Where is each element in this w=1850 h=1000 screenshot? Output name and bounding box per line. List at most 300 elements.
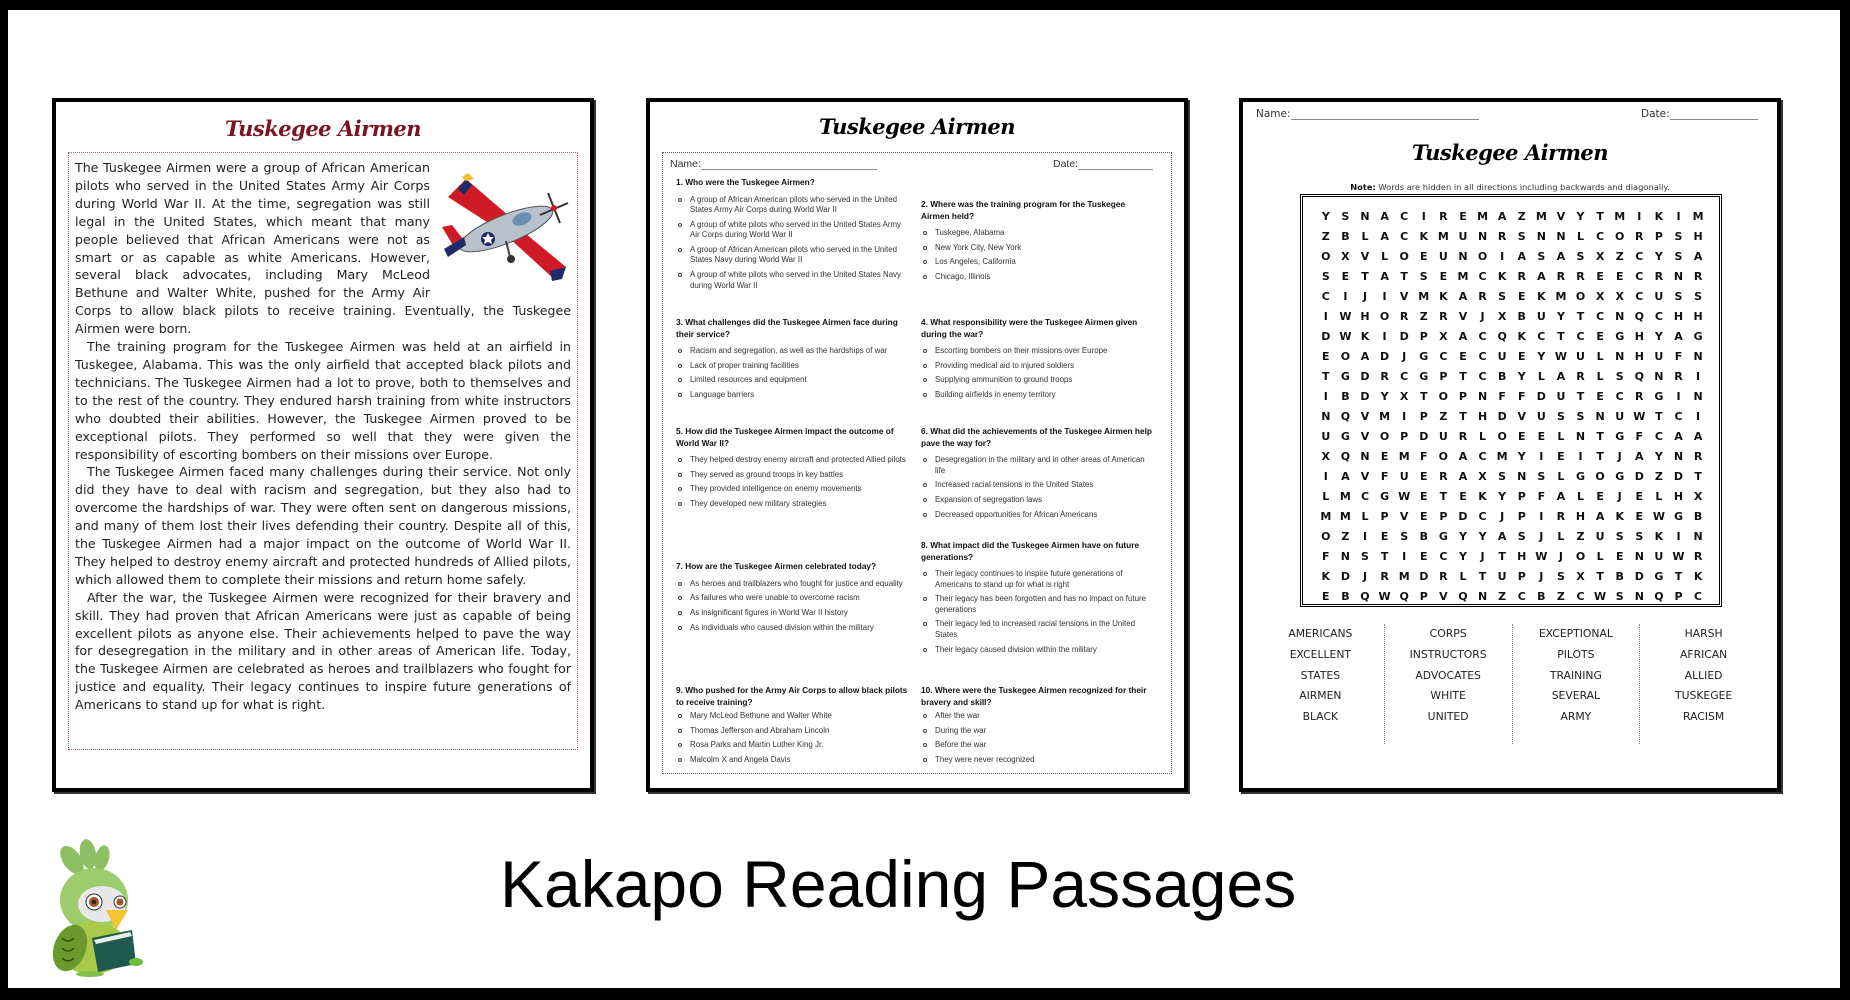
grid-letter: A <box>1380 230 1389 243</box>
grid-letter: E <box>1517 290 1526 303</box>
option: Malcolm X and Angela Davis <box>676 755 908 766</box>
grid-letter: L <box>1577 230 1585 243</box>
grid-letter: L <box>1596 350 1604 363</box>
name-field <box>1256 108 1479 120</box>
grid-letter: Y <box>1654 450 1663 463</box>
radio-circle-icon <box>923 275 927 279</box>
passage-paragraph: The Tuskegee Airmen were a group of African American pilots who served in the United States Army Air Corps during World War II. At the time, segregation was still legal in the United States, which meant that many people believed that African Americans were not as smart or as capable as white Americans. However, several black advocates, including Mary McLeod Bethune and Walter White, pushed for the Army Air Corps to allow black pilots to receive training. Eventually, the Tuskegee Airmen were born. <box>75 160 571 337</box>
grid-letter: P <box>1439 370 1448 383</box>
grid-letter: B <box>1419 530 1428 543</box>
question-10 <box>921 685 1153 770</box>
grid-letter: P <box>1517 490 1526 503</box>
radio-circle-icon <box>923 349 927 353</box>
option: Their legacy caused division within the military <box>921 645 1153 656</box>
grid-letter: S <box>1556 410 1565 423</box>
grid-letter: W <box>1378 590 1391 603</box>
grid-letter: N <box>1458 250 1468 263</box>
grid-letter: B <box>1615 570 1624 583</box>
grid-letter: U <box>1654 550 1664 563</box>
grid-letter: Q <box>1497 330 1507 343</box>
question-text: 4. What responsibility were the Tuskegee Airmen given during the war? <box>921 317 1138 339</box>
grid-letter: R <box>1497 230 1507 243</box>
grid-letter: D <box>1360 390 1370 403</box>
grid-letter: U <box>1615 410 1625 423</box>
grid-letter: I <box>1402 410 1407 423</box>
option: They provided intelligence on enemy movements <box>676 484 908 495</box>
question-text: 6. What did the achievements of the Tuskegee Airmen help pave the way for? <box>921 426 1152 448</box>
grid-letter: J <box>1362 290 1368 303</box>
option: A group of white pilots who served in the United States Navy during World War II <box>676 270 908 291</box>
word-item: EXCELLENT <box>1289 647 1352 661</box>
grid-letter: K <box>1360 330 1370 343</box>
grid-letter: Y <box>1380 390 1389 403</box>
grid-letter: Z <box>1576 530 1585 543</box>
grid-letter: Y <box>1458 530 1467 543</box>
grid-letter: G <box>1654 390 1664 403</box>
grid-letter: J <box>1500 510 1505 523</box>
grid-letter: W <box>1398 490 1411 503</box>
grid-letter: S <box>1517 530 1526 543</box>
grid-letter: B <box>1497 370 1507 383</box>
option: Decreased opportunities for African Americans <box>921 510 1153 521</box>
grid-letter: C <box>1400 230 1409 243</box>
grid-letter: K <box>1654 210 1664 223</box>
grid-row <box>1316 587 1708 607</box>
word-item: CORPS <box>1429 627 1467 640</box>
grid-letter: A <box>1360 350 1370 363</box>
grid-letter: H <box>1673 310 1684 323</box>
grid-letter: U <box>1654 290 1664 303</box>
grid-letter: M <box>1339 490 1351 503</box>
grid-row <box>1316 547 1708 567</box>
grid-letter: N <box>1477 590 1488 603</box>
grid-letter: C <box>1654 310 1663 323</box>
grid-letter: G <box>1673 510 1683 523</box>
grid-letter: X <box>1478 470 1487 483</box>
grid-letter: S <box>1498 290 1507 303</box>
grid-letter: N <box>1693 530 1703 543</box>
grid-letter: O <box>1477 250 1488 263</box>
grid-row <box>1316 487 1708 507</box>
grid-letter: E <box>1439 270 1448 283</box>
word-item: RACISM <box>1683 710 1725 724</box>
radio-circle-icon <box>923 743 927 747</box>
grid-letter: C <box>1478 510 1487 523</box>
grid-letter: C <box>1517 590 1526 603</box>
date-label: Date: <box>1641 108 1670 120</box>
grid-letter: B <box>1517 310 1526 323</box>
grid-row <box>1316 367 1708 387</box>
grid-letter: A <box>1380 210 1389 223</box>
grid-letter: X <box>1576 570 1585 583</box>
grid-letter: R <box>1478 290 1487 303</box>
radio-circle-icon <box>923 483 927 487</box>
grid-letter: C <box>1596 230 1605 243</box>
grid-letter: A <box>1556 370 1566 383</box>
option: As individuals who caused division within the military <box>676 623 908 634</box>
radio-circle-icon <box>678 611 682 615</box>
word-item: PILOTS <box>1557 647 1595 661</box>
radio-circle-icon <box>923 246 927 250</box>
grid-letter: N <box>1321 410 1331 423</box>
grid-letter: N <box>1634 590 1644 603</box>
grid-letter: Y <box>1498 490 1507 503</box>
grid-letter: V <box>1399 290 1409 303</box>
grid-letter: V <box>1458 310 1468 323</box>
grid-row <box>1316 247 1708 267</box>
radio-circle-icon <box>923 622 927 626</box>
grid-letter: C <box>1400 210 1409 223</box>
grid-letter: O <box>1615 230 1625 243</box>
grid-letter: R <box>1380 570 1389 583</box>
option: Limited resources and equipment <box>676 375 908 386</box>
radio-circle-icon <box>678 273 682 277</box>
grid-letter: W <box>1535 550 1548 563</box>
grid-row <box>1316 307 1708 327</box>
grid-letter: A <box>1635 450 1644 463</box>
grid-letter: A <box>1556 490 1566 503</box>
word-column <box>1257 624 1385 744</box>
grid-letter: C <box>1596 310 1605 323</box>
date-field <box>1641 108 1758 120</box>
question-4 <box>921 317 1153 405</box>
grid-letter: T <box>1596 450 1604 463</box>
grid-letter: S <box>1576 410 1585 423</box>
grid-letter: D <box>1634 470 1644 483</box>
grid-letter: S <box>1615 590 1624 603</box>
grid-letter: Q <box>1458 590 1468 603</box>
radio-circle-icon <box>923 714 927 718</box>
grid-letter: G <box>1340 370 1350 383</box>
grid-letter: N <box>1693 350 1703 363</box>
grid-letter: M <box>1437 230 1449 243</box>
word-list <box>1257 624 1767 744</box>
radio-circle-icon <box>678 626 682 630</box>
grid-letter: T <box>1596 570 1604 583</box>
option: Their legacy led to increased racial tensions in the United States <box>921 619 1153 640</box>
question-6 <box>921 426 1153 524</box>
grid-letter: K <box>1478 490 1487 503</box>
word-item: WHITE <box>1430 689 1466 703</box>
grid-letter: I <box>1382 330 1387 343</box>
grid-letter: W <box>1594 590 1607 603</box>
grid-letter: S <box>1576 250 1585 263</box>
grid-letter: P <box>1400 430 1409 443</box>
grid-letter: N <box>1360 450 1370 463</box>
grid-letter: P <box>1674 590 1683 603</box>
grid-letter: O <box>1575 550 1586 563</box>
option: A group of white pilots who served in the United States Army Air Corps during World War II <box>676 220 908 241</box>
grid-letter: D <box>1634 570 1644 583</box>
option: They served as ground troops in key battles <box>676 470 908 481</box>
name-label: Name: <box>670 158 701 170</box>
grid-letter: E <box>1341 270 1350 283</box>
grid-letter: L <box>1557 530 1565 543</box>
grid-letter: U <box>1536 310 1546 323</box>
grid-letter: C <box>1537 330 1546 343</box>
grid-row <box>1316 387 1708 407</box>
radio-circle-icon <box>923 572 927 576</box>
date-blank <box>1670 110 1758 120</box>
passage-paragraph: The Tuskegee Airmen faced many challenges during their service. Not only did they have to deal with racism and segregation, but they also had to overcome the hardships of war. They were often sent on dangerous missions, and many of them lost their lives defending their country. Despite all of this, the Tuskegee Airmen had a major impact on the outcome of World War II. They helped to destroy enemy aircraft and protected hundreds of Allied pilots, which allowed them to complete their missions and return home safely. <box>75 464 571 587</box>
grid-letter: S <box>1537 250 1546 263</box>
grid-letter: L <box>1381 250 1389 263</box>
wordsearch-title: Tuskegee Airmen <box>1411 140 1609 165</box>
grid-letter: T <box>1322 370 1330 383</box>
option: Chicago, Illinois <box>921 272 1153 283</box>
grid-letter: F <box>1517 390 1526 403</box>
grid-letter: V <box>1439 590 1448 603</box>
grid-row <box>1316 507 1708 527</box>
grid-letter: Z <box>1419 310 1428 323</box>
grid-letter: A <box>1693 430 1703 443</box>
grid-letter: U <box>1556 390 1566 403</box>
grid-letter: O <box>1497 430 1507 443</box>
grid-letter: L <box>1361 510 1369 523</box>
grid-letter: V <box>1360 470 1370 483</box>
question-text: 2. Where was the training program for the Tuskegee Airmen held? <box>921 199 1126 221</box>
brand-title: Kakapo Reading Passages <box>500 847 1297 921</box>
word-column <box>1385 624 1513 744</box>
grid-letter: N <box>1556 230 1566 243</box>
grid-letter: I <box>1539 510 1544 523</box>
option: A group of African American pilots who served in the United States Navy during World War II <box>676 245 908 266</box>
grid-letter: T <box>1459 370 1467 383</box>
grid-letter: L <box>1557 430 1565 443</box>
radio-circle-icon <box>923 260 927 264</box>
grid-letter: N <box>1477 390 1488 403</box>
grid-letter: G <box>1693 330 1703 343</box>
grid-letter: R <box>1693 550 1703 563</box>
grid-letter: X <box>1341 250 1350 263</box>
grid-letter: V <box>1399 510 1409 523</box>
radio-circle-icon <box>923 231 927 235</box>
grid-letter: Y <box>1556 310 1565 323</box>
grid-letter: H <box>1634 350 1644 363</box>
date-label: Date: <box>1053 158 1079 170</box>
grid-letter: J <box>1539 530 1544 543</box>
grid-letter: E <box>1380 450 1389 463</box>
grid-letter: R <box>1439 310 1448 323</box>
passage-page <box>52 98 594 792</box>
grid-letter: I <box>1402 550 1407 563</box>
grid-letter: N <box>1340 550 1350 563</box>
grid-letter: S <box>1674 250 1683 263</box>
question-text: 5. How did the Tuskegee Airmen impact the outcome of World War II? <box>676 426 894 448</box>
grid-letter: A <box>1674 430 1683 443</box>
grid-letter: O <box>1438 450 1449 463</box>
radio-circle-icon <box>678 198 682 202</box>
grid-letter: W <box>1339 310 1352 323</box>
grid-letter: J <box>1402 350 1407 363</box>
grid-letter: U <box>1654 350 1664 363</box>
grid-letter: N <box>1615 310 1625 323</box>
grid-letter: K <box>1497 270 1507 283</box>
grid-letter: C <box>1576 330 1585 343</box>
grid-letter: R <box>1380 370 1389 383</box>
grid-letter: Y <box>1537 350 1546 363</box>
radio-circle-icon <box>923 498 927 502</box>
grid-letter: O <box>1595 470 1605 483</box>
grid-row <box>1316 407 1708 427</box>
wordsearch-page <box>1239 98 1781 792</box>
grid-letter: X <box>1399 390 1409 403</box>
option: They were never recognized <box>921 755 1153 766</box>
grid-letter: E <box>1420 510 1428 523</box>
grid-letter: N <box>1360 210 1370 223</box>
grid-letter: L <box>1479 430 1487 443</box>
grid-letter: N <box>1517 470 1527 483</box>
grid-letter: C <box>1635 250 1644 263</box>
grid-letter: S <box>1400 530 1409 543</box>
grid-letter: Z <box>1321 230 1330 243</box>
grid-letter: J <box>1617 490 1622 503</box>
grid-letter: C <box>1478 270 1487 283</box>
letter-grid <box>1300 194 1722 607</box>
grid-letter: S <box>1615 530 1624 543</box>
grid-letter: A <box>1517 250 1526 263</box>
grid-letter: K <box>1439 290 1448 303</box>
grid-letter: G <box>1654 570 1664 583</box>
note <box>1243 182 1777 192</box>
grid-letter: Y <box>1458 550 1467 563</box>
radio-circle-icon <box>923 378 927 382</box>
grid-letter: B <box>1537 590 1546 603</box>
option: Thomas Jefferson and Abraham Lincoln <box>676 726 908 737</box>
grid-letter: T <box>1380 550 1389 563</box>
grid-row <box>1316 327 1708 347</box>
grid-letter: R <box>1654 270 1664 283</box>
grid-letter: H <box>1575 510 1586 523</box>
word-item: AMERICANS <box>1288 627 1353 640</box>
grid-letter: Z <box>1654 470 1663 483</box>
grid-letter: X <box>1497 310 1507 323</box>
grid-letter: V <box>1360 410 1370 423</box>
grid-letter: R <box>1517 270 1526 283</box>
grid-letter: A <box>1458 290 1468 303</box>
grid-row <box>1316 267 1708 287</box>
option: Providing medical aid to injured soldiers <box>921 361 1153 372</box>
grid-row <box>1316 447 1708 467</box>
grid-letter: R <box>1439 470 1448 483</box>
grid-letter: Z <box>1615 250 1624 263</box>
grid-letter: D <box>1419 430 1429 443</box>
question-text: 3. What challenges did the Tuskegee Airmen face during their service? <box>676 317 898 339</box>
grid-letter: D <box>1497 410 1507 423</box>
grid-letter: G <box>1380 490 1390 503</box>
grid-letter: M <box>1320 510 1332 523</box>
grid-letter: N <box>1595 410 1605 423</box>
grid-letter: S <box>1537 470 1546 483</box>
grid-letter: C <box>1635 270 1644 283</box>
grid-letter: E <box>1615 550 1624 563</box>
question-5 <box>676 426 908 514</box>
grid-letter: S <box>1615 370 1624 383</box>
question-9 <box>676 685 908 770</box>
grid-letter: C <box>1674 410 1683 423</box>
grid-letter: C <box>1478 350 1487 363</box>
grid-letter: A <box>1458 470 1468 483</box>
radio-circle-icon <box>923 597 927 601</box>
radio-circle-icon <box>923 758 927 762</box>
grid-letter: E <box>1596 330 1604 343</box>
grid-letter: N <box>1693 390 1703 403</box>
grid-letter: E <box>1420 490 1428 503</box>
option: Increased racial tensions in the United States <box>921 480 1153 491</box>
option: Lack of proper training facilities <box>676 361 908 372</box>
grid-letter: O <box>1379 430 1390 443</box>
grid-letter: E <box>1596 490 1604 503</box>
option: As heroes and trailblazers who fought for justice and equality <box>676 579 908 590</box>
grid-letter: I <box>1676 390 1681 403</box>
grid-letter: J <box>1362 570 1368 583</box>
word-item: ADVOCATES <box>1415 668 1481 682</box>
grid-letter: I <box>1421 210 1426 223</box>
grid-letter: U <box>1458 230 1468 243</box>
grid-letter: Q <box>1340 450 1351 463</box>
grid-letter: S <box>1498 470 1507 483</box>
grid-letter: D <box>1380 350 1390 363</box>
word-item: AIRMEN <box>1299 689 1342 703</box>
option: During the war <box>921 726 1153 737</box>
grid-letter: V <box>1556 210 1566 223</box>
name-blank <box>1291 110 1479 120</box>
grid-letter: X <box>1615 290 1624 303</box>
question-text: 1. Who were the Tuskegee Airmen? <box>676 177 815 187</box>
grid-letter: A <box>1497 210 1507 223</box>
radio-circle-icon <box>678 743 682 747</box>
grid-letter: T <box>1361 270 1369 283</box>
grid-letter: U <box>1399 470 1409 483</box>
radio-circle-icon <box>678 248 682 252</box>
grid-letter: T <box>1576 310 1585 323</box>
grid-letter: P <box>1517 510 1526 523</box>
grid-letter: Y <box>1517 450 1526 463</box>
grid-letter: H <box>1477 410 1488 423</box>
grid-letter: S <box>1556 570 1565 583</box>
grid-letter: I <box>1362 530 1368 543</box>
grid-letter: R <box>1635 390 1644 403</box>
grid-letter: L <box>1596 550 1604 563</box>
grid-letter: M <box>1398 570 1410 583</box>
word-item: INSTRUCTORS <box>1409 647 1487 661</box>
grid-letter: M <box>1339 510 1351 523</box>
grid-letter: R <box>1576 370 1585 383</box>
word-item: EXCEPTIONAL <box>1538 627 1613 640</box>
name-label: Name: <box>1256 108 1291 120</box>
grid-letter: C <box>1694 590 1703 603</box>
passage-paragraph: The training program for the Tuskegee Airmen was held at an airfield in Tuskegee, Alabama. This was the only airfield that accepted black pilots and technicians. The Tuskegee Airmen had a lot to prove, both to themselves and to the rest of the country. They endured harsh training from white instructors who doubted their abilities. However, the Tuskegee Airmen proved to be exceptional pilots. They performed so well that they were given the responsibility of escorting bombers on their missions over Europe. <box>75 339 571 462</box>
option: As failures who were unable to overcome racism <box>676 593 908 604</box>
grid-letter: M <box>1398 450 1410 463</box>
grid-letter: E <box>1517 430 1526 443</box>
grid-letter: L <box>1361 230 1369 243</box>
grid-row <box>1316 207 1708 227</box>
passage-title: Tuskegee Airmen <box>224 116 422 141</box>
fighter-plane-icon <box>436 167 571 285</box>
grid-letter: K <box>1537 290 1546 303</box>
question-1 <box>676 177 908 295</box>
grid-letter: A <box>1537 270 1546 283</box>
grid-letter: C <box>1478 330 1487 343</box>
grid-letter: H <box>1360 310 1370 323</box>
grid-letter: I <box>1323 470 1328 483</box>
grid-letter: E <box>1420 250 1428 263</box>
grid-letter: C <box>1615 390 1624 403</box>
grid-letter: P <box>1419 410 1428 423</box>
grid-letter: T <box>1596 210 1604 223</box>
grid-letter: P <box>1419 590 1428 603</box>
